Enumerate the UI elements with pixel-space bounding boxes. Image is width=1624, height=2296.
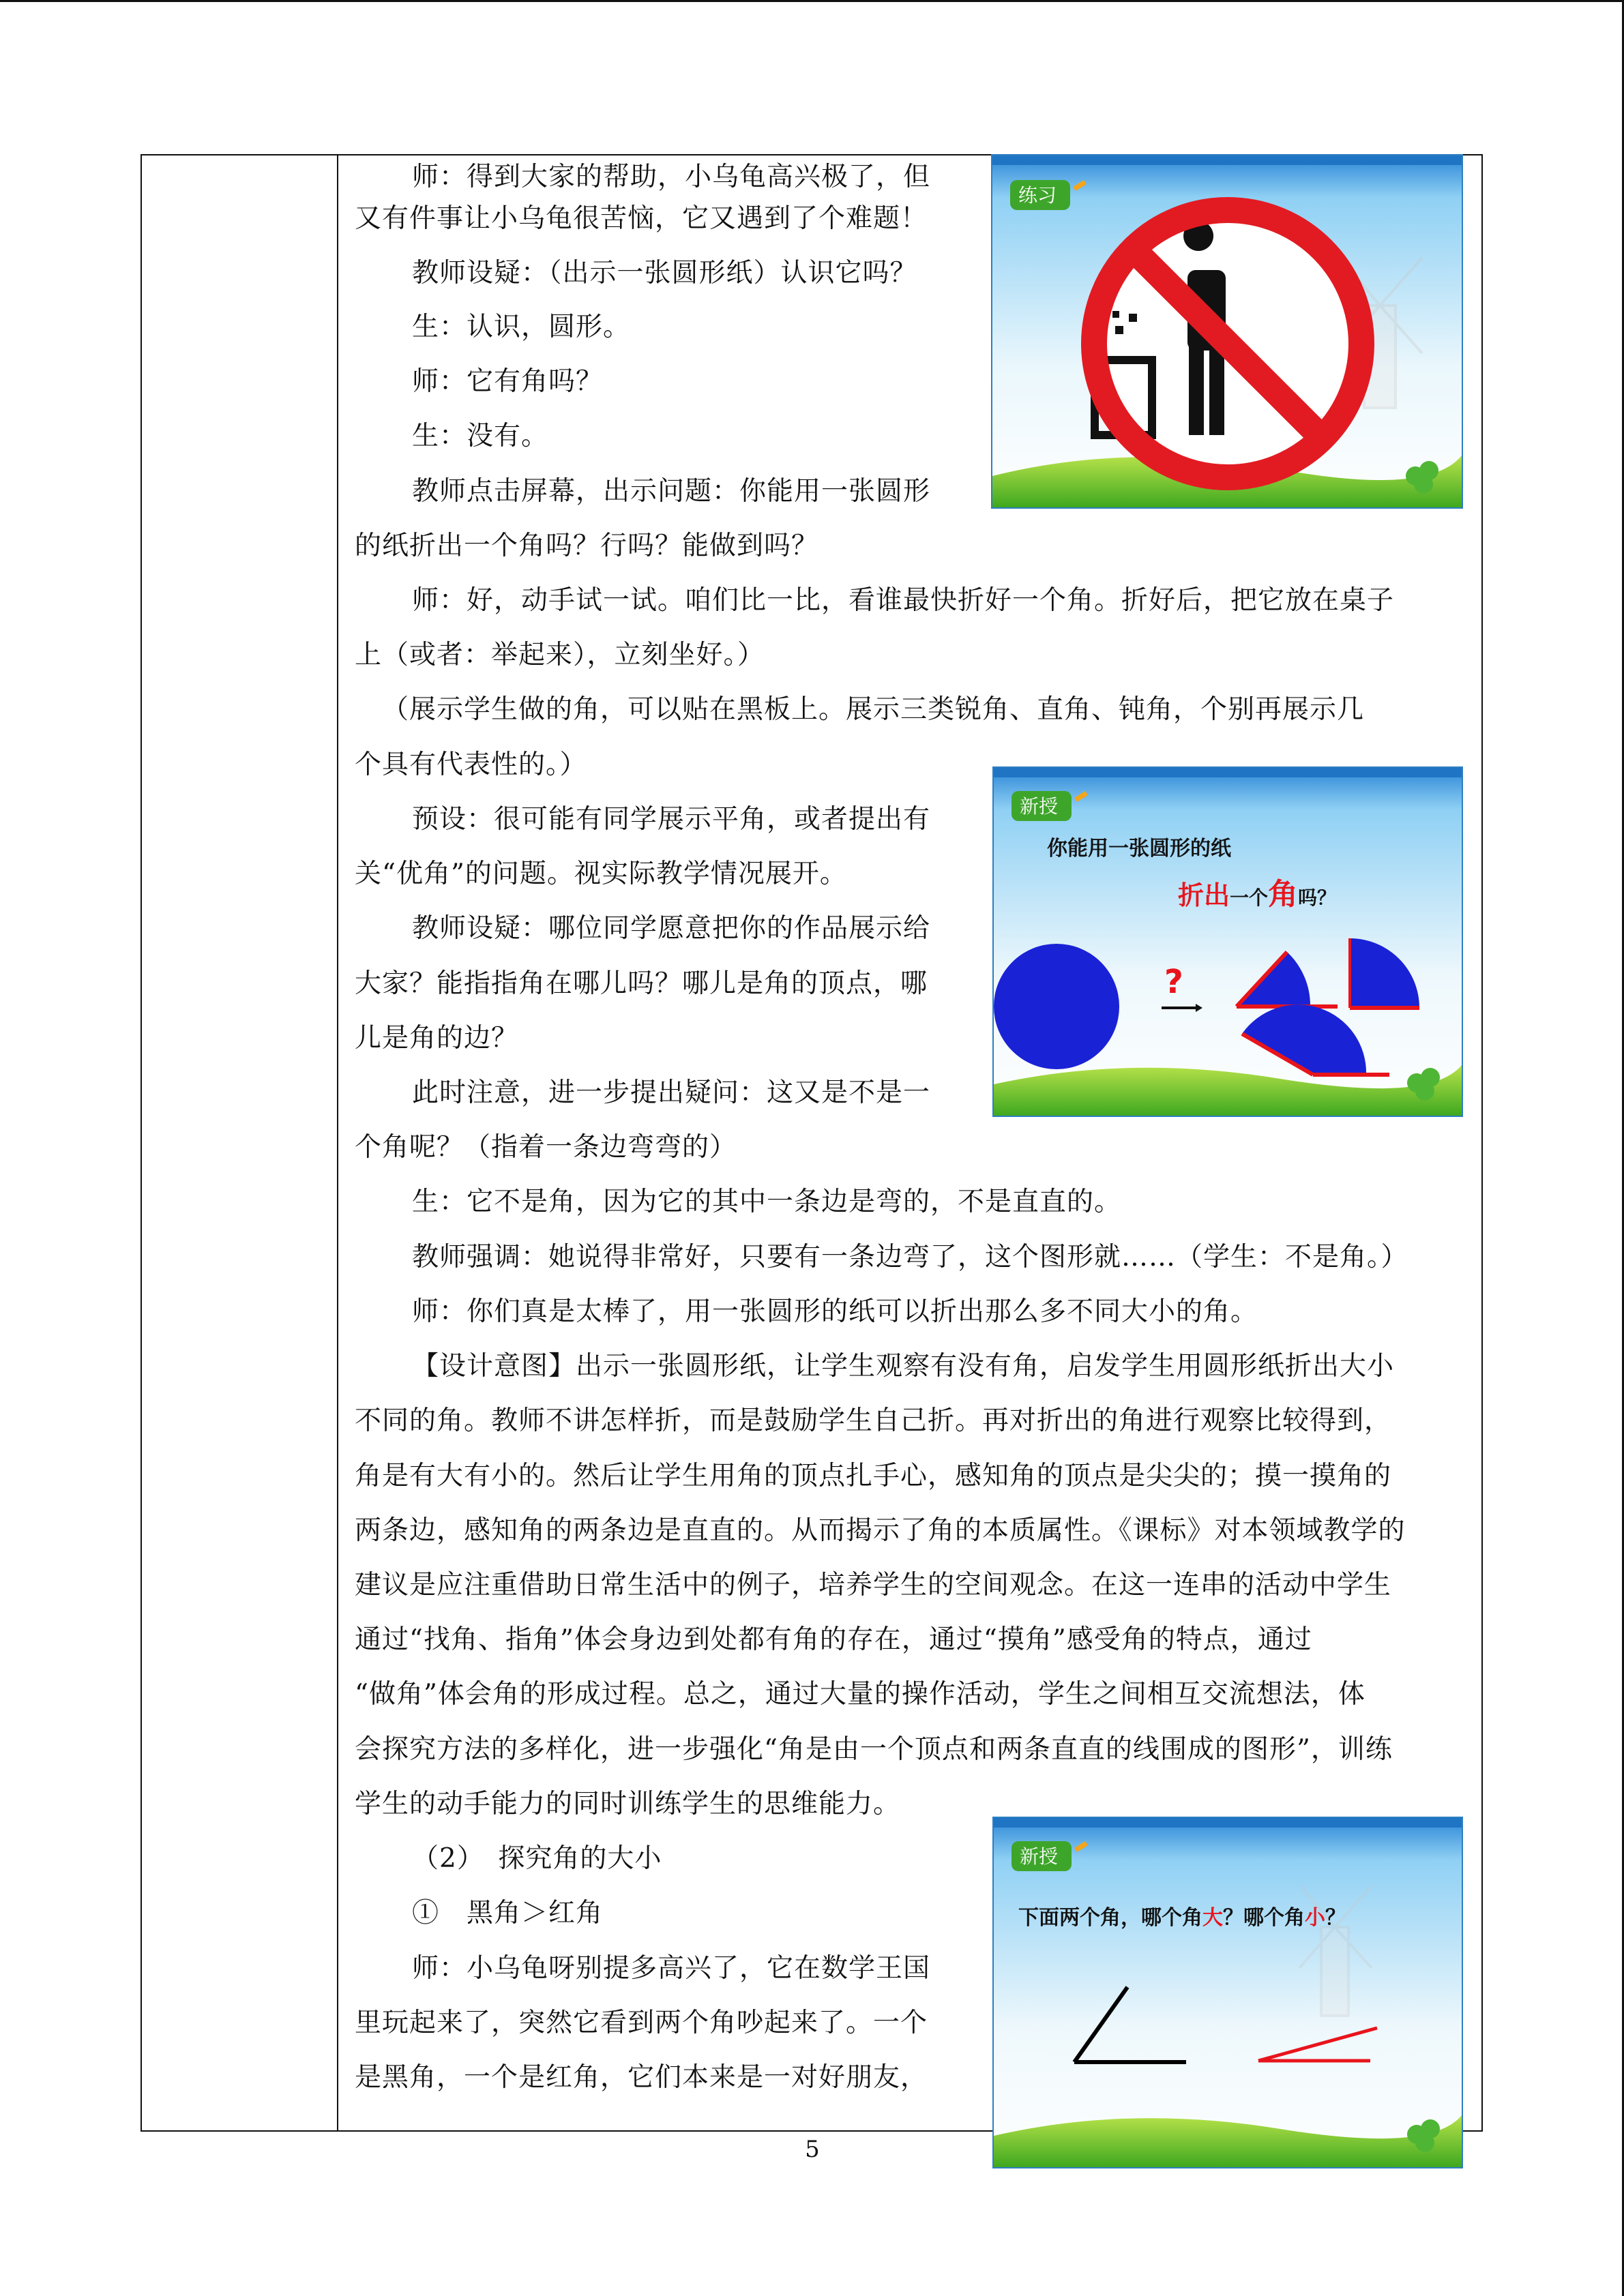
body-line: 教师设疑：（出示一张圆形纸）认识它吗？ [412, 258, 917, 288]
body-line: 通过“找角、指角”体会身边到处都有角的存在，通过“摸角”感受角的特点，通过 [355, 1624, 1312, 1655]
slide-question-line1: 你能用一张圆形的纸 [1047, 837, 1231, 861]
body-line: 个角呢？（指着一条边弯弯的） [355, 1132, 737, 1163]
body-line: 建议是应注重借助日常生活中的例子，培养学生的空间观念。在这一连串的活动中学生 [355, 1570, 1392, 1600]
fold-circle-slide [992, 766, 1463, 1117]
body-line: 关“优角”的问题。视实际教学情况展开。 [355, 859, 847, 889]
body-line: 师：小乌龟呀别提多高兴了，它在数学王国 [412, 1953, 931, 1984]
compare-angles-slide [992, 1817, 1463, 2168]
body-line: “做角”体会角的形成过程。总之，通过大量的操作活动，学生之间相互交流想法，体 [355, 1679, 1365, 1710]
body-line: 师：好，动手试一试。咱们比一比，看谁最快折好一个角。折好后，把它放在桌子 [412, 585, 1395, 616]
body-line: 教师强调：她说得非常好，只要有一条边弯了，这个图形就……（学生：不是角。） [412, 1242, 1408, 1272]
body-line: 教师点击屏幕，出示问题：你能用一张圆形 [412, 476, 931, 507]
slide-badge: 新授 [1020, 1845, 1059, 1868]
page-number: 5 [805, 2136, 820, 2163]
body-line: 两条边，感知角的两条边是直直的。从而揭示了角的本质属性。《课标》对本领域教学的 [355, 1515, 1406, 1546]
body-line: 师：得到大家的帮助，小乌龟高兴极了，但 [412, 162, 931, 192]
body-line: 角是有大有小的。然后让学生用角的顶点扎手心，感知角的顶点是尖尖的；摸一摸角的 [355, 1461, 1392, 1491]
body-line: 学生的动手能力的同时训练学生的思维能力。 [355, 1789, 901, 1819]
body-line: 会探究方法的多样化，进一步强化“角是由一个顶点和两条直直的线围成的图形”，训练 [355, 1734, 1393, 1765]
blue-circle [994, 944, 1119, 1069]
no-littering-sign-icon [1094, 210, 1361, 477]
body-line: （展示学生做的角，可以贴在黑板上。展示三类锐角、直角、钝角，个别再展示几 [382, 694, 1365, 725]
question-mark: ? [1164, 963, 1183, 1001]
slide-badge: 练习 [1018, 184, 1057, 207]
body-line: 教师设疑：哪位同学愿意把你的作品展示给 [412, 913, 931, 944]
body-line: 上（或者：举起来），立刻坐好。） [355, 640, 765, 670]
slide-question: 下面两个角，哪个角大？哪个角小？ [1018, 1906, 1346, 1930]
body-line: 【设计意图】出示一张圆形纸，让学生观察有没有角，启发学生用圆形纸折出大小 [412, 1351, 1395, 1382]
subsection-heading: ① 黑角＞红角 [412, 1898, 604, 1928]
body-line: 生：它不是角，因为它的其中一条边是弯的，不是直直的。 [412, 1187, 1122, 1217]
body-line: 大家？能指指角在哪儿吗？哪儿是角的顶点，哪 [355, 968, 928, 999]
table-column-divider [337, 154, 338, 2132]
body-line: 里玩起来了，突然它看到两个角吵起来了。一个 [355, 2008, 928, 2038]
body-line: 的纸折出一个角吗？行吗？能做到吗？ [355, 531, 819, 561]
body-line: 是黑角，一个是红角，它们本来是一对好朋友， [355, 2062, 928, 2093]
body-line: 师：你们真是太棒了，用一张圆形的纸可以折出那么多不同大小的角。 [412, 1296, 1258, 1327]
page-top-border [0, 0, 1624, 2]
body-line: 生：认识，圆形。 [412, 312, 631, 342]
body-line: 预设：很可能有同学展示平角，或者提出有 [412, 804, 931, 835]
body-line: 生：没有。 [412, 421, 549, 451]
body-line: 个具有代表性的。） [355, 749, 587, 780]
body-line: 又有件事让小乌龟很苦恼，它又遇到了个难题！ [355, 203, 928, 234]
body-line: 师：它有角吗？ [412, 366, 604, 397]
slide-badge: 新授 [1020, 795, 1059, 818]
slide-question-line2: 折出一个角吗？ [1178, 877, 1337, 912]
practice-slide [991, 154, 1463, 509]
body-line: 儿是角的边？ [355, 1023, 519, 1054]
body-line: 不同的角。教师不讲怎样折，而是鼓励学生自己折。再对折出的角进行观察比较得到， [355, 1405, 1392, 1436]
section-heading: （2） 探究角的大小 [412, 1843, 662, 1874]
body-line: 此时注意，进一步提出疑问：这又是不是一 [412, 1077, 931, 1108]
